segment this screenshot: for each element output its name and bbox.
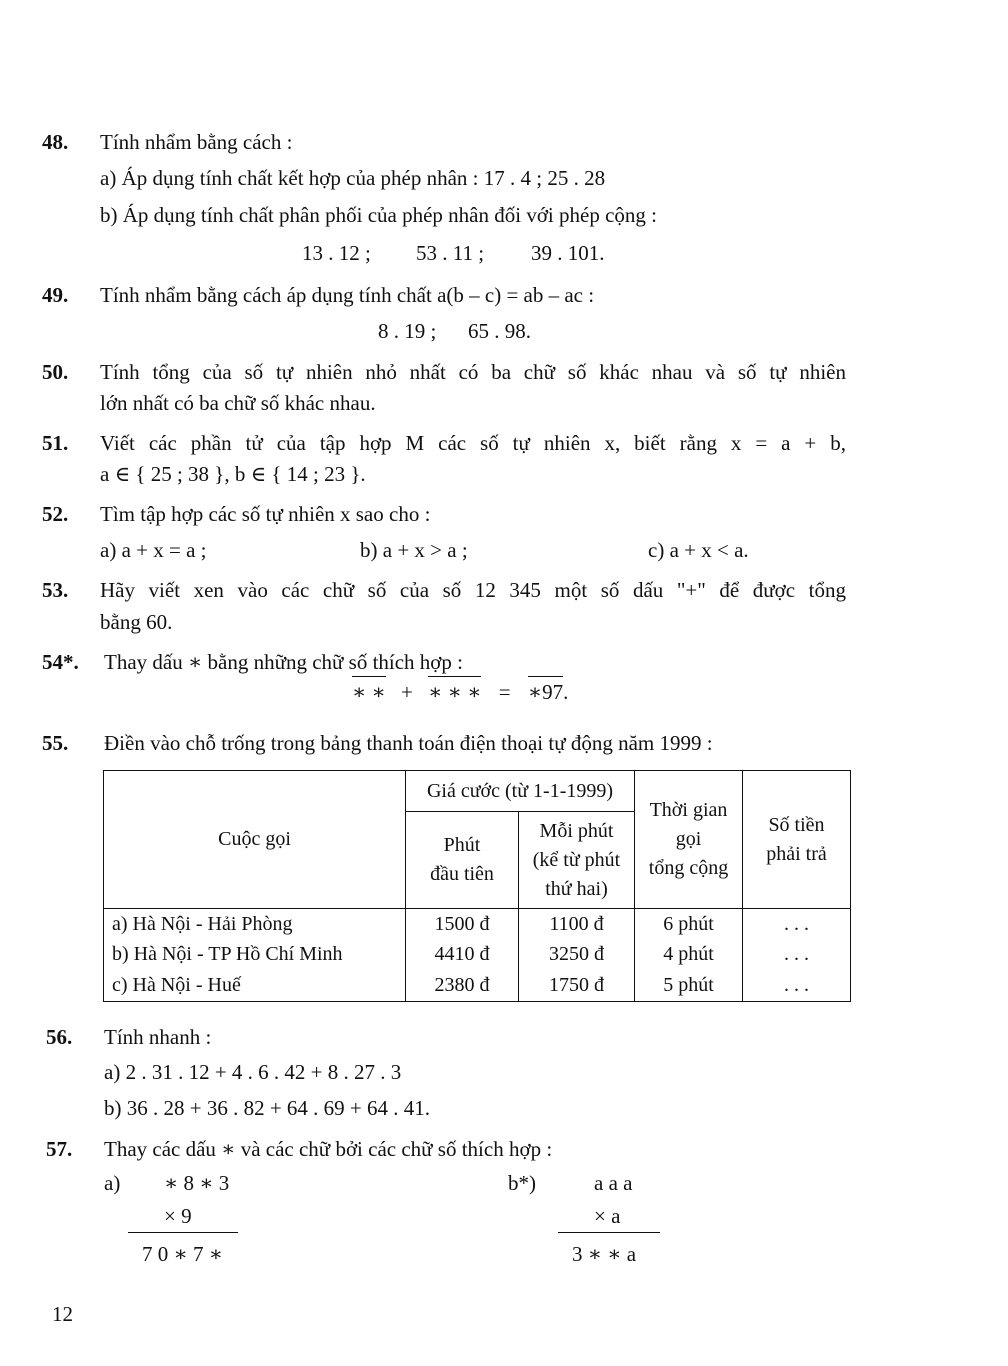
problem-54-term-2: ∗ ∗ ∗ [428, 676, 481, 704]
problem-48-expr-3: 39 . 101. [531, 241, 605, 265]
problem-51-line-1: Viết các phần tử của tập hợp M các số tự nhiên x, biết rằng x = a + b, [100, 431, 846, 455]
problem-54-term-3: ∗97 [528, 676, 563, 704]
problem-53-line-2: bằng 60. [100, 610, 173, 634]
header-amount-line-1: Số tiền [768, 813, 825, 836]
problem-52-part-c: c) a + x < a. [648, 538, 749, 562]
problem-54-text: Thay dấu ∗ bằng những chữ số thích hợp : [104, 650, 463, 674]
problem-53-line-1: Hãy viết xen vào các chữ số của số 12 345 một số dấu "+" để được tổng [100, 578, 846, 602]
problem-54-end: . [563, 680, 569, 704]
problem-54-plus: + [401, 680, 413, 704]
problem-51-line-2: a ∈ { 25 ; 38 }, b ∈ { 14 ; 23 }. [100, 462, 366, 486]
problem-48-expr-2: 53 . 11 ; [416, 241, 485, 265]
header-each-minute-line-2: (kể từ phút [532, 848, 621, 871]
row-route: c) Hà Nội - Huế [104, 970, 406, 1001]
header-total-time-line-2: gọi [675, 828, 702, 850]
problem-57-a-top: ∗ 8 ∗ 3 [164, 1171, 230, 1195]
header-amount [743, 771, 851, 909]
header-each-minute-line-3: thứ hai) [545, 877, 608, 900]
header-total-time-line-3: tổng cộng [648, 857, 729, 879]
problem-57-a-label: a) [104, 1171, 121, 1195]
problem-50-line-1: Tính tổng của số tự nhiên nhỏ nhất có ba chữ số khác nhau và số tự nhiên [100, 360, 846, 384]
problem-52-part-a: a) a + x = a ; [100, 538, 207, 562]
problem-52-text: Tìm tập hợp các số tự nhiên x sao cho : [100, 502, 431, 526]
problem-48-expr-1: 13 . 12 ; [302, 241, 371, 265]
row-each-minute: 1100 đ [519, 909, 635, 940]
problem-56-text: Tính nhanh : [104, 1025, 212, 1049]
problem-57-a-rule [128, 1232, 238, 1233]
problem-56-part-b: b) 36 . 28 + 36 . 82 + 64 . 69 + 64 . 41. [104, 1096, 431, 1120]
problem-57-b-top: a a a [594, 1171, 633, 1195]
problem-48-number: 48. [42, 130, 69, 154]
header-first-minute [406, 812, 519, 909]
problem-54-term-1: ∗ ∗ [352, 676, 386, 704]
problem-49-expr-2: 65 . 98. [468, 319, 531, 343]
row-route: b) Hà Nội - TP Hồ Chí Minh [104, 940, 406, 971]
header-total-time-line-1: Thời gian [649, 799, 728, 821]
header-amount-line-2: phải trả [766, 842, 827, 865]
row-first-minute: 1500 đ [406, 909, 519, 940]
problem-54-number: 54*. [42, 650, 79, 674]
problem-57-b-rule [558, 1232, 660, 1233]
row-first-minute: 4410 đ [406, 940, 519, 971]
problem-49-number: 49. [42, 283, 69, 307]
problem-55-text: Điền vào chỗ trống trong bảng thanh toán điện thoại tự động năm 1999 : [104, 731, 713, 755]
problem-53-number: 53. [42, 578, 69, 602]
row-total-time: 6 phút [635, 909, 743, 940]
header-first-minute-line-1: Phút [443, 834, 481, 856]
row-route: a) Hà Nội - Hải Phòng [104, 909, 406, 940]
page-number: 12 [52, 1302, 73, 1326]
problem-50-line-2: lớn nhất có ba chữ số khác nhau. [100, 391, 376, 415]
header-price-group: Giá cước (từ 1-1-1999) [406, 771, 635, 812]
problem-49-expr-1: 8 . 19 ; [378, 319, 437, 343]
row-amount: . . . [743, 909, 851, 940]
problem-48-part-a: a) Áp dụng tính chất kết hợp của phép nhân : 17 . 4 ; 25 . 28 [100, 166, 606, 190]
header-total-time [635, 771, 743, 909]
problem-56-number: 56. [46, 1025, 73, 1049]
header-each-minute [519, 812, 635, 909]
problem-57-text: Thay các dấu ∗ và các chữ bởi các chữ số thích hợp : [104, 1137, 553, 1161]
row-total-time: 5 phút [635, 970, 743, 1001]
table-row [104, 970, 851, 1001]
row-each-minute: 3250 đ [519, 940, 635, 971]
table-row [104, 940, 851, 971]
header-each-minute-line-1: Mỗi phút [539, 819, 614, 842]
row-each-minute: 1750 đ [519, 970, 635, 1001]
problem-57-number: 57. [46, 1137, 73, 1161]
problem-48-text: Tính nhẩm bằng cách : [100, 130, 293, 154]
problem-51-number: 51. [42, 431, 69, 455]
problem-54-equation [352, 682, 568, 703]
row-amount: . . . [743, 940, 851, 971]
problem-55-number: 55. [42, 731, 69, 755]
problem-48-part-b: b) Áp dụng tính chất phân phối của phép nhân đối với phép cộng : [100, 203, 657, 227]
problem-57-b-result: 3 ∗ ∗ a [572, 1242, 637, 1266]
problem-49-text: Tính nhẩm bằng cách áp dụng tính chất a(b – c) = ab – ac : [100, 283, 595, 307]
header-call: Cuộc gọi [104, 771, 406, 909]
header-first-minute-line-2: đầu tiên [430, 863, 494, 885]
problem-57-b-label: b*) [508, 1171, 536, 1195]
problem-57-a-multiplier: × 9 [164, 1204, 192, 1228]
problem-56-part-a: a) 2 . 31 . 12 + 4 . 6 . 42 + 8 . 27 . 3 [104, 1060, 402, 1084]
problem-52-number: 52. [42, 502, 69, 526]
problem-50-number: 50. [42, 360, 69, 384]
problem-52-part-b: b) a + x > a ; [360, 538, 468, 562]
problem-54-equals: = [498, 680, 511, 704]
table-row [104, 909, 851, 940]
problem-57-a-result: 7 0 ∗ 7 ∗ [142, 1242, 224, 1266]
row-first-minute: 2380 đ [406, 970, 519, 1001]
row-amount: . . . [743, 970, 851, 1001]
problem-57-b-multiplier: × a [594, 1204, 621, 1228]
phone-tariff-table [103, 770, 851, 1002]
row-total-time: 4 phút [635, 940, 743, 971]
